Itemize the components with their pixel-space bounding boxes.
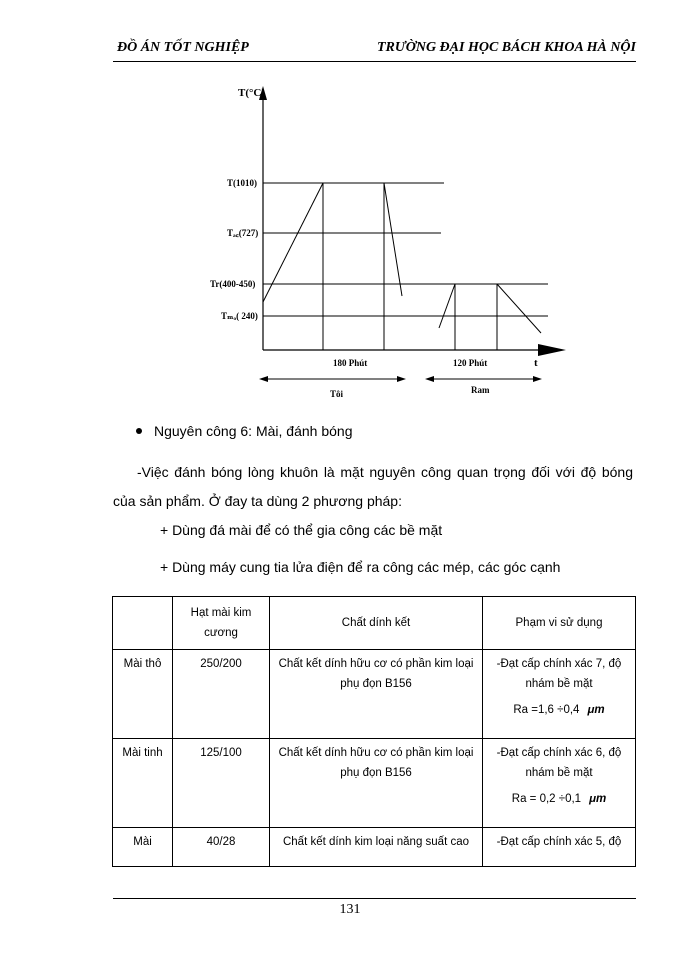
header-left: ĐỒ ÁN TỐT NGHIỆP [117, 40, 249, 55]
x-axis-arrow [538, 344, 566, 356]
unit-label: μm [587, 704, 605, 716]
interval-180-label: 180 Phút [333, 358, 368, 368]
bullet-text: Nguyên công 6: Mài, đánh bóng [154, 423, 353, 439]
heat-treatment-diagram [0, 0, 700, 420]
row-binder: Chất kết dính hữu cơ có phần kim loại phụ đọn B156 [270, 739, 483, 828]
row-binder: Chất kết dính kim loại năng suất cao [270, 828, 483, 867]
roughness-value: Ra = 0,2 ÷0,1 μm [511, 793, 607, 805]
header-cell [113, 597, 173, 650]
interval-120-label: 120 Phút [453, 358, 488, 368]
table-header-row [113, 597, 636, 650]
level-label-tr: Tr(400-450) [210, 279, 256, 289]
header-right: TRƯỜNG ĐẠI HỌC BÁCH KHOA HÀ NỘI [376, 40, 636, 55]
y-axis-label: T(°C) [238, 87, 266, 99]
method-2: + Dùng máy cung tia lửa điện để ra công các mép, các góc cạnh [160, 559, 561, 575]
paragraph: -Việc đánh bóng lòng khuôn là mặt nguyên công quan trọng đối với độ bóng của sản phẩm. Ở đay ta dùng 2 phương pháp: [113, 464, 633, 509]
x-axis-label: t [534, 357, 538, 369]
level-label-tt: T(1010) [227, 178, 257, 188]
quench-line [384, 183, 402, 296]
scope-text: -Đạt cấp chính xác 6, độ nhám bề mặt [496, 747, 622, 779]
method-1: + Dùng đá mài để có thể gia công các bề mặt [160, 522, 443, 538]
toi-label: Tôi [330, 389, 344, 399]
scope-text: -Đạt cấp chính xác 7, độ nhám bề mặt [496, 658, 622, 690]
roughness-value: Ra =1,6 ÷0,4 μm [513, 704, 605, 716]
row-scope [483, 739, 636, 828]
row-name: Mài [113, 828, 173, 867]
row-name: Mài thô [113, 650, 173, 739]
bullet-item [136, 423, 352, 439]
unit-label: μm [589, 793, 607, 805]
ram-cooling [497, 284, 541, 333]
row-grit: 40/28 [173, 828, 270, 867]
ram-label: Ram [471, 385, 490, 395]
row-name: Mài tinh [113, 739, 173, 828]
level-label-tac: Tₐ꜀(727) [227, 228, 259, 238]
row-grit: 250/200 [173, 650, 270, 739]
header-cell: Phạm vi sử dụng [483, 597, 636, 650]
row-binder: Chất kết dính hữu cơ có phần kim loại phụ đọn B156 [270, 650, 483, 739]
page-number: 131 [339, 902, 361, 917]
row-grit: 125/100 [173, 739, 270, 828]
ram-heating [439, 284, 455, 328]
table-row [113, 828, 636, 867]
table-row [113, 650, 636, 739]
level-label-tmo: Tₘₒ( 240) [221, 311, 258, 321]
header-cell: Hạt mài kim cương [173, 597, 270, 650]
grinding-table [112, 596, 636, 867]
row-scope [483, 650, 636, 739]
footer-rule [113, 898, 636, 899]
header-cell: Chất dính kết [270, 597, 483, 650]
row-scope: -Đạt cấp chính xác 5, độ [483, 828, 636, 867]
table-row [113, 739, 636, 828]
bullet-dot [136, 428, 142, 434]
